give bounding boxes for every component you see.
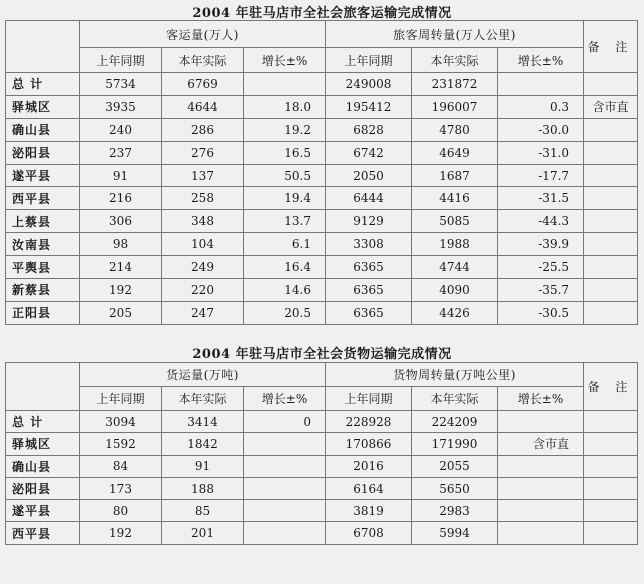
volume-change-cell: 19.4	[244, 187, 326, 210]
remark-cell	[584, 73, 638, 96]
table-row	[6, 73, 638, 96]
remark-cell	[584, 433, 638, 455]
remark-cell	[584, 455, 638, 477]
turnover-change-cell: -31.5	[498, 187, 584, 210]
passenger-transport-table	[5, 20, 638, 325]
turnover-actual-cell: 5650	[412, 477, 498, 499]
turnover-actual-header: 本年实际	[412, 48, 498, 73]
volume-prev-cell: 192	[80, 522, 162, 544]
region-cell: 正阳县	[6, 301, 80, 324]
turnover-prev-cell: 170866	[326, 433, 412, 455]
remark-cell	[584, 500, 638, 522]
turnover-actual-cell: 231872	[412, 73, 498, 96]
turnover-change-cell: 含市直	[498, 433, 584, 455]
region-cell: 遂平县	[6, 164, 80, 187]
region-cell: 确山县	[6, 455, 80, 477]
volume-prev-cell: 192	[80, 279, 162, 302]
volume-change-cell	[244, 73, 326, 96]
turnover-change-cell	[498, 73, 584, 96]
freight-turnover-header: 货物周转量(万吨公里)	[326, 363, 584, 387]
volume-actual-cell: 188	[162, 477, 244, 499]
remark-cell	[584, 141, 638, 164]
volume-prev-cell: 5734	[80, 73, 162, 96]
turnover-actual-cell: 5994	[412, 522, 498, 544]
volume-actual-cell: 4644	[162, 95, 244, 118]
remark-cell	[584, 477, 638, 499]
turnover-actual-cell: 4744	[412, 256, 498, 279]
volume-prev-header: 上年同期	[80, 387, 162, 411]
volume-change-cell: 13.7	[244, 210, 326, 233]
volume-actual-cell: 286	[162, 118, 244, 141]
remark-cell	[584, 301, 638, 324]
table-row	[6, 187, 638, 210]
turnover-change-cell: -35.7	[498, 279, 584, 302]
turnover-change-cell: -44.3	[498, 210, 584, 233]
turnover-prev-cell: 2050	[326, 164, 412, 187]
volume-prev-cell: 214	[80, 256, 162, 279]
table-row	[6, 477, 638, 499]
region-cell: 汝南县	[6, 233, 80, 256]
volume-prev-cell: 3094	[80, 411, 162, 433]
region-cell: 总 计	[6, 411, 80, 433]
turnover-prev-cell: 249008	[326, 73, 412, 96]
remark-cell: 含市直	[584, 95, 638, 118]
turnover-prev-cell: 228928	[326, 411, 412, 433]
turnover-change-cell: -31.0	[498, 141, 584, 164]
turnover-change-cell	[498, 500, 584, 522]
turnover-prev-cell: 6708	[326, 522, 412, 544]
volume-actual-cell: 220	[162, 279, 244, 302]
turnover-actual-cell: 2055	[412, 455, 498, 477]
remark-cell	[584, 411, 638, 433]
volume-actual-cell: 247	[162, 301, 244, 324]
remark-cell	[584, 279, 638, 302]
passenger-volume-header: 客运量(万人)	[80, 21, 326, 48]
turnover-prev-cell: 9129	[326, 210, 412, 233]
freight-table-body	[6, 411, 638, 545]
volume-prev-cell: 98	[80, 233, 162, 256]
table-row	[6, 233, 638, 256]
remark-cell	[584, 233, 638, 256]
freight-transport-table	[5, 362, 638, 545]
volume-change-cell: 16.4	[244, 256, 326, 279]
table-row	[6, 500, 638, 522]
volume-change-cell: 0	[244, 411, 326, 433]
volume-prev-cell: 91	[80, 164, 162, 187]
remark-cell	[584, 118, 638, 141]
table-row	[6, 141, 638, 164]
turnover-actual-cell: 224209	[412, 411, 498, 433]
region-cell: 驿城区	[6, 95, 80, 118]
volume-change-cell	[244, 433, 326, 455]
region-cell: 平舆县	[6, 256, 80, 279]
region-cell: 泌阳县	[6, 477, 80, 499]
volume-change-cell: 18.0	[244, 95, 326, 118]
remark-cell	[584, 187, 638, 210]
table-row	[6, 455, 638, 477]
volume-prev-cell: 80	[80, 500, 162, 522]
volume-actual-cell: 1842	[162, 433, 244, 455]
turnover-change-cell	[498, 522, 584, 544]
volume-prev-cell: 173	[80, 477, 162, 499]
turnover-prev-cell: 6742	[326, 141, 412, 164]
volume-actual-cell: 6769	[162, 73, 244, 96]
turnover-actual-cell: 4780	[412, 118, 498, 141]
turnover-actual-cell: 4649	[412, 141, 498, 164]
turnover-actual-cell: 4416	[412, 187, 498, 210]
passenger-table-title: 2004 年驻马店市全社会旅客运输完成情况	[192, 6, 452, 21]
region-header-cell	[6, 363, 80, 411]
remark-cell	[584, 256, 638, 279]
turnover-prev-cell: 6365	[326, 279, 412, 302]
volume-actual-cell: 104	[162, 233, 244, 256]
volume-change-cell	[244, 500, 326, 522]
volume-actual-cell: 348	[162, 210, 244, 233]
volume-actual-cell: 249	[162, 256, 244, 279]
table-row	[6, 433, 638, 455]
volume-prev-cell: 240	[80, 118, 162, 141]
volume-prev-cell: 306	[80, 210, 162, 233]
volume-actual-cell: 201	[162, 522, 244, 544]
volume-change-header: 增长±%	[244, 48, 326, 73]
turnover-change-cell: -30.0	[498, 118, 584, 141]
region-cell: 西平县	[6, 187, 80, 210]
region-cell: 遂平县	[6, 500, 80, 522]
remark-cell	[584, 522, 638, 544]
remark-cell	[584, 164, 638, 187]
region-cell: 总 计	[6, 73, 80, 96]
volume-actual-cell: 85	[162, 500, 244, 522]
volume-change-header: 增长±%	[244, 387, 326, 411]
turnover-actual-header: 本年实际	[412, 387, 498, 411]
turnover-change-header: 增长±%	[498, 387, 584, 411]
region-cell: 新蔡县	[6, 279, 80, 302]
volume-prev-header: 上年同期	[80, 48, 162, 73]
region-cell: 泌阳县	[6, 141, 80, 164]
freight-volume-header: 货运量(万吨)	[80, 363, 326, 387]
turnover-prev-cell: 6164	[326, 477, 412, 499]
table-row	[6, 279, 638, 302]
volume-change-cell: 16.5	[244, 141, 326, 164]
turnover-actual-cell: 4426	[412, 301, 498, 324]
volume-change-cell	[244, 477, 326, 499]
region-cell: 驿城区	[6, 433, 80, 455]
volume-prev-cell: 3935	[80, 95, 162, 118]
turnover-prev-cell: 195412	[326, 95, 412, 118]
table-row	[6, 256, 638, 279]
turnover-actual-cell: 2983	[412, 500, 498, 522]
volume-change-cell: 14.6	[244, 279, 326, 302]
region-header-cell	[6, 21, 80, 73]
turnover-change-cell	[498, 455, 584, 477]
volume-actual-cell: 276	[162, 141, 244, 164]
turnover-prev-cell: 2016	[326, 455, 412, 477]
turnover-prev-cell: 6828	[326, 118, 412, 141]
passenger-table-body	[6, 73, 638, 325]
volume-prev-cell: 205	[80, 301, 162, 324]
passenger-turnover-header: 旅客周转量(万人公里)	[326, 21, 584, 48]
volume-actual-header: 本年实际	[162, 387, 244, 411]
turnover-actual-cell: 1687	[412, 164, 498, 187]
table-row	[6, 411, 638, 433]
volume-change-cell: 50.5	[244, 164, 326, 187]
volume-change-cell	[244, 455, 326, 477]
turnover-change-cell	[498, 477, 584, 499]
volume-actual-cell: 258	[162, 187, 244, 210]
volume-actual-cell: 91	[162, 455, 244, 477]
turnover-change-cell: -25.5	[498, 256, 584, 279]
turnover-prev-header: 上年同期	[326, 48, 412, 73]
volume-prev-cell: 216	[80, 187, 162, 210]
volume-actual-header: 本年实际	[162, 48, 244, 73]
volume-change-cell	[244, 522, 326, 544]
turnover-change-cell: -30.5	[498, 301, 584, 324]
remark-header: 备 注	[584, 21, 638, 73]
turnover-change-cell: 0.3	[498, 95, 584, 118]
volume-change-cell: 19.2	[244, 118, 326, 141]
turnover-change-cell: -39.9	[498, 233, 584, 256]
volume-change-cell: 20.5	[244, 301, 326, 324]
volume-prev-cell: 1592	[80, 433, 162, 455]
turnover-actual-cell: 196007	[412, 95, 498, 118]
table-row	[6, 301, 638, 324]
volume-change-cell: 6.1	[244, 233, 326, 256]
volume-prev-cell: 237	[80, 141, 162, 164]
turnover-actual-cell: 171990	[412, 433, 498, 455]
region-cell: 西平县	[6, 522, 80, 544]
volume-actual-cell: 137	[162, 164, 244, 187]
turnover-prev-cell: 6365	[326, 301, 412, 324]
remark-header: 备 注	[584, 363, 638, 411]
volume-prev-cell: 84	[80, 455, 162, 477]
turnover-change-cell	[498, 411, 584, 433]
freight-table-title: 2004 年驻马店市全社会货物运输完成情况	[192, 347, 452, 362]
turnover-prev-header: 上年同期	[326, 387, 412, 411]
region-cell: 上蔡县	[6, 210, 80, 233]
turnover-actual-cell: 5085	[412, 210, 498, 233]
turnover-actual-cell: 4090	[412, 279, 498, 302]
turnover-change-header: 增长±%	[498, 48, 584, 73]
table-row	[6, 95, 638, 118]
region-cell: 确山县	[6, 118, 80, 141]
table-row	[6, 164, 638, 187]
table-row	[6, 210, 638, 233]
turnover-actual-cell: 1988	[412, 233, 498, 256]
remark-cell	[584, 210, 638, 233]
table-row	[6, 118, 638, 141]
turnover-prev-cell: 6365	[326, 256, 412, 279]
turnover-change-cell: -17.7	[498, 164, 584, 187]
turnover-prev-cell: 6444	[326, 187, 412, 210]
turnover-prev-cell: 3819	[326, 500, 412, 522]
turnover-prev-cell: 3308	[326, 233, 412, 256]
table-row	[6, 522, 638, 544]
volume-actual-cell: 3414	[162, 411, 244, 433]
